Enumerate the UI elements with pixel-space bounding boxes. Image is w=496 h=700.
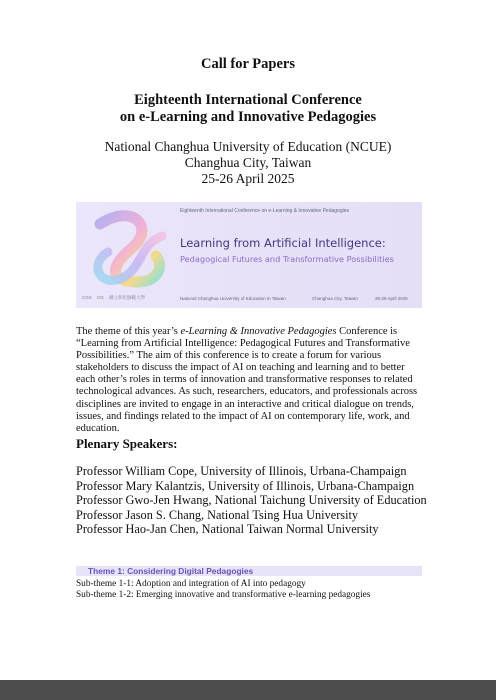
viewer-bottom-strip [0,680,496,700]
subtheme-list [76,579,370,601]
banner-top-text: Eighteenth International Conference on e-Learning & Innovative Pedagogies [180,208,350,214]
conference-title [0,92,496,126]
banner-footer-venue: National Changhua University of Education in Taiwan [180,296,286,301]
intro-text-1: The theme of this year’s [76,326,181,337]
venue-block [0,139,496,187]
banner-footer-city: Changhua City, Taiwan [312,296,358,301]
theme-1-heading: Theme 1: Considering Digital Pedagogies [88,566,254,576]
conference-date: 25-26 April 2025 [201,171,295,186]
intro-text-2: Conference is “Learning from Artificial Intelligence: Pedagogical Futures and Transformative Possibilities.” The aim of this conference is to create a forum for various stakeholders to discuss the impact of AI on teaching and learning and to better each other’s roles in terms of innovation and transformative responses to related technological advances. As such, researchers, educators, and professionals across disciplines are invited to engage in an interactive and critical dialogue on trends, issues, and findings related to the impact of AI on contemporary life, work, and education. [76,326,418,434]
venue-university: National Changhua University of Education (NCUE) [104,139,392,154]
speaker-item: Professor Jason S. Chang, National Tsing Hua University [76,507,359,522]
speaker-item: Professor Gwo-Jen Hwang, National Taichung University of Education [76,493,427,508]
logo-cgs: CGS [82,295,92,300]
banner-subtitle: Pedagogical Futures and Transformative Possibilities [180,254,394,264]
logo-cg: CG [97,295,104,300]
subtheme-item: Sub-theme 1-2: Emerging innovative and transformative e-learning pedagogies [76,590,371,600]
subtheme-item: Sub-theme 1-1: Adoption and integration of AI into pedagogy [76,579,306,589]
ribbon-graphic [80,204,180,300]
speaker-list [76,464,456,537]
conference-banner [76,202,422,308]
banner-logos [82,295,149,301]
conference-title-line2: on e-Learning and Innovative Pedagogies [119,109,377,125]
intro-paragraph [76,326,426,435]
speaker-item: Professor Mary Kalantzis, University of Illinois, Urbana-Champaign [76,478,415,493]
banner-footer-date: 25-26 April 2025 [375,296,408,301]
logo-ncue: 國立彰化師範大學 [109,295,146,300]
banner-title: Learning from Artificial Intelligence: [180,236,386,250]
speaker-item: Professor William Cope, University of Illinois, Urbana-Champaign [76,464,407,478]
conference-title-line1: Eighteenth International Conference [134,92,362,108]
call-for-papers-title: Call for Papers [201,56,295,72]
venue-city: Changhua City, Taiwan [184,155,312,170]
plenary-heading: Plenary Speakers: [76,436,178,451]
speaker-item: Professor Hao-Jan Chen, National Taiwan Normal University [76,522,379,537]
intro-italic-title: e-Learning & Innovative Pedagogies [180,326,337,337]
